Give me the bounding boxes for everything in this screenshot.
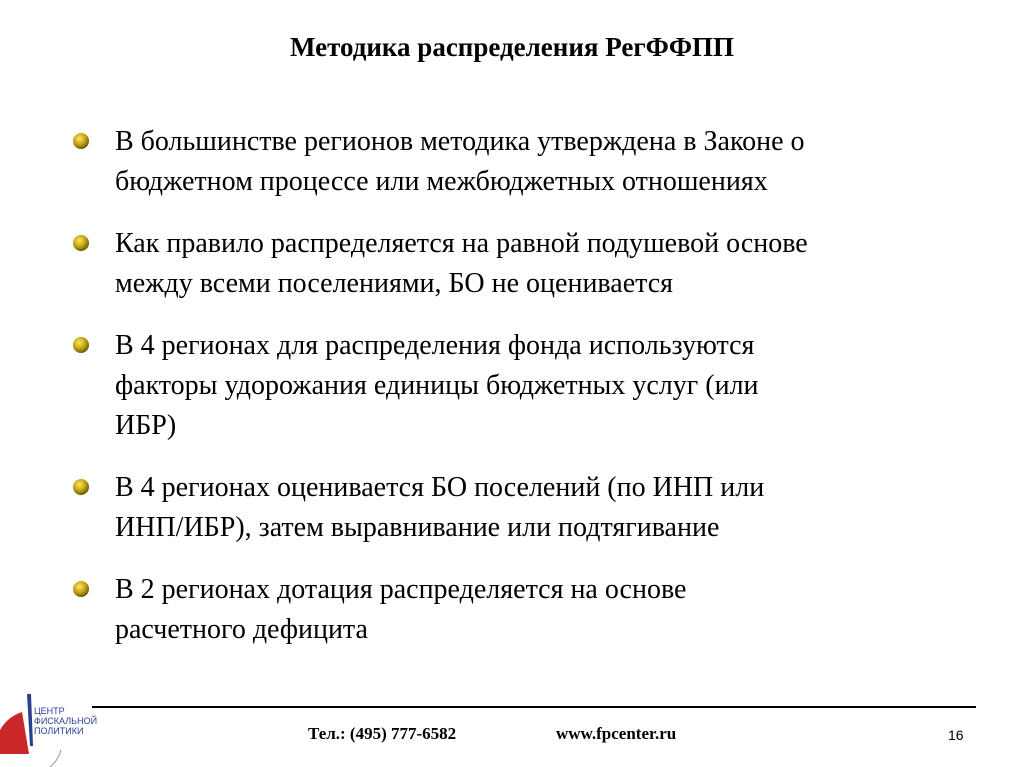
logo-text-line: ЦЕНТР (34, 706, 65, 716)
bullet-line: расчетного дефицита (115, 614, 368, 645)
logo-text-line: ПОЛИТИКИ (34, 726, 84, 736)
logo-text-line: ФИСКАЛЬНОЙ (34, 716, 98, 726)
bullet-line: В большинстве регионов методика утверждена в Законе о (115, 126, 805, 157)
bullet-line: В 4 регионах оценивается БО поселений (по ИНП или (115, 472, 765, 503)
bullet-line: ИБР) (115, 410, 177, 441)
bullet-line: В 2 регионах дотация распределяется на основе (115, 574, 687, 605)
bullet-icon (73, 337, 89, 353)
page-number: 16 (948, 727, 964, 743)
bullet-line: бюджетном процессе или межбюджетных отношениях (115, 166, 768, 197)
logo-text (34, 706, 97, 736)
bullet-line: между всеми поселениями, БО не оценивается (115, 268, 674, 299)
bullet-line: Как правило распределяется на равной подушевой основе (115, 228, 808, 259)
footer-phone: Тел.: (495) 777-6582 (308, 724, 457, 743)
footer-website: www.fpcenter.ru (556, 724, 677, 743)
bullet-icon (73, 479, 89, 495)
bullet-line: факторы удорожания единицы бюджетных услуг (или (115, 370, 759, 401)
bullet-line: ИНП/ИБР), затем выравнивание или подтягивание (115, 512, 720, 543)
slide-title: Методика распределения РегФФПП (289, 32, 735, 62)
footer-divider (92, 706, 976, 708)
bullet-icon (73, 581, 89, 597)
bullet-icon (73, 133, 89, 149)
bullet-icon (73, 235, 89, 251)
bullet-line: В 4 регионах для распределения фонда используются (115, 330, 755, 361)
